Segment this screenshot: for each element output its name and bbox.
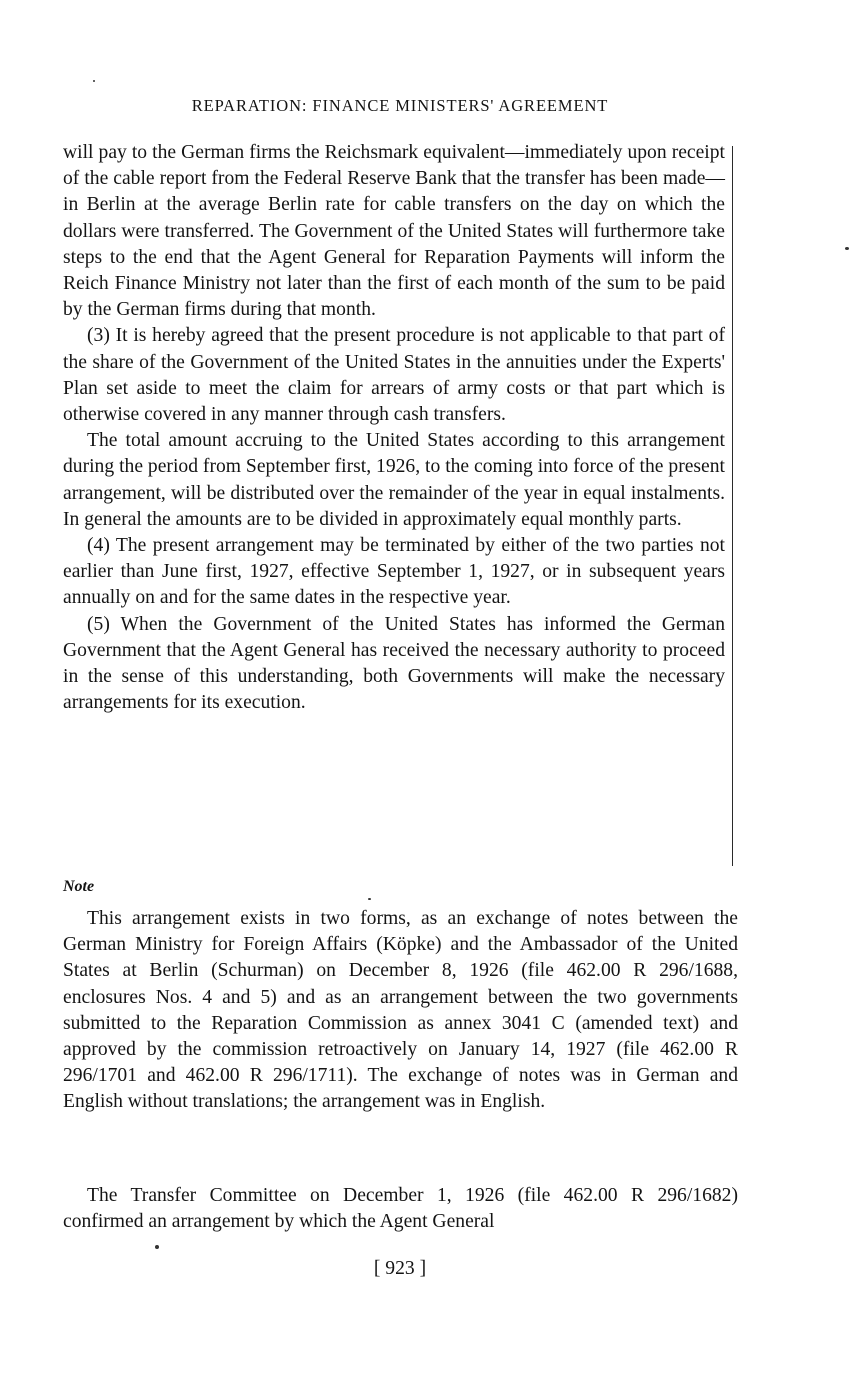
closing-paragraph: The Transfer Committee on December 1, 1926 (file 462.00 R 296/1682) confirmed an arrangement by which the Agent General [63, 1185, 738, 1233]
body-paragraph: (4) The present arrangement may be terminated by either of the two parties not earlier than June first, 1927, effective September 1, 1927, or in subsequent years annually on and for the same dates in the respective year. [63, 535, 725, 609]
note-text [63, 906, 738, 1116]
margin-rule [732, 146, 733, 866]
running-title: REPARATION: FINANCE MINISTERS' AGREEMENT [191, 96, 609, 115]
body-paragraph: (5) When the Government of the United States has informed the German Government that the Agent General has received the necessary authority to proceed in the sense of this understanding, both Governments will make the necessary arrangements for its execution. [63, 613, 725, 714]
print-speck [155, 1245, 159, 1249]
print-speck [93, 80, 95, 82]
note-paragraph: This arrangement exists in two forms, as an exchange of notes between the German Ministry for Foreign Affairs (Köpke) and the Ambassador of the United States at Berlin (Schurman) on December 8, 1926 (file 462.00 R 296/1688, enclosures Nos. 4 and 5) and as an arrangement between the two governments submitted to the Reparation Commission as annex 3041 C (amended text) and approved by the commission retroactively on January 14, 1927 (file 462.00 R 296/1701 and 462.00 R 296/1711). The exchange of notes was in German and English without translations; the arrangement was in English. [63, 908, 738, 1113]
print-speck [368, 898, 371, 900]
agreement-text [63, 140, 725, 716]
print-speck [845, 247, 849, 250]
body-paragraph: will pay to the German firms the Reichsmark equivalent—immediately upon receipt of the cable report from the Federal Reserve Bank that the transfer has been made—in Berlin at the average Berlin rate for cable transfers on the day on which the dollars were transferred. The Government of the United States will furthermore take steps to the end that the Agent General for Reparation Payments will inform the Reich Finance Ministry not later than the first of each month of the sum to be paid by the German firms during that month. [63, 142, 725, 321]
note-heading: Note [63, 878, 95, 895]
body-paragraph: (3) It is hereby agreed that the present procedure is not applicable to that part of the share of the Government of the United States in the annuities under the Experts' Plan set aside to meet the claim for arrears of army costs or that part which is otherwise covered in any manner through cash transfers. [63, 325, 725, 426]
body-paragraph: The total amount accruing to the United States according to this arrangement during the period from September first, 1926, to the coming into force of the present arrangement, will be distributed over the remainder of the year in equal instalments. In general the amounts are to be divided in approximately equal monthly parts. [63, 430, 725, 530]
page-number: [ 923 ] [373, 1258, 427, 1279]
closing-text [63, 1183, 738, 1235]
